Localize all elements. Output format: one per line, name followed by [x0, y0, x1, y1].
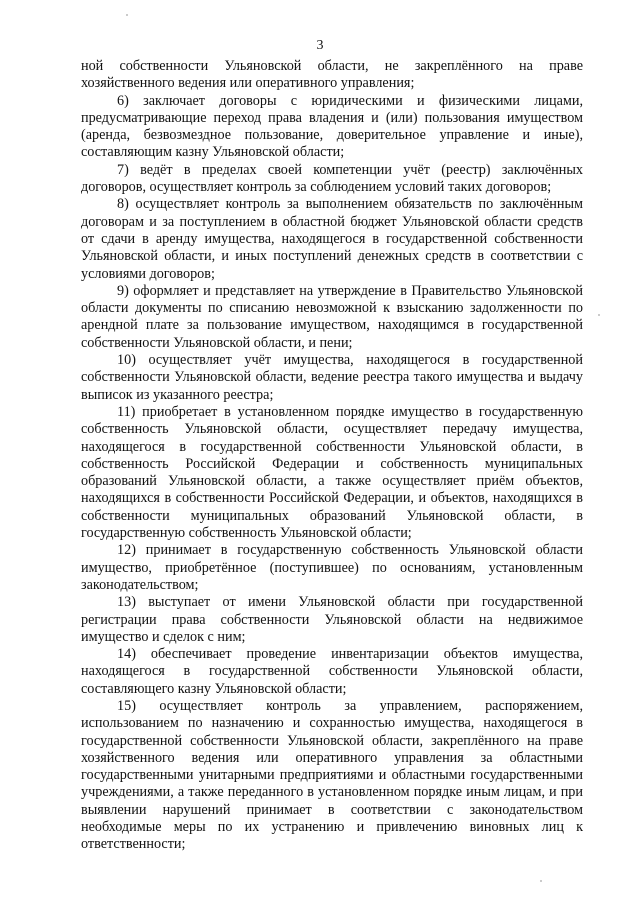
scan-speck: [598, 314, 600, 316]
paragraph-item-15: 15) осуществляет контроль за управлением, распоряжением, использованием по назначению и сохранностью имущества, находящегося в государственной собственности Ульяновской области, закреплённого на праве хозяйственного ведения или оперативного управления за областными государственными унитарными предприятиями и областными государственными учреждениями, а также переданного в установленном порядке иным лицам, и при выявлении нарушений принимает в соответствии с законодательством необходимые меры по их устранению и привлечению виновных лиц к ответственности;: [81, 697, 583, 853]
paragraph-item-6: 6) заключает договоры с юридическими и физическими лицами, предусматривающие переход права владения и (или) пользования имуществом (аренда, безвозмездное пользование, доверительное управление и иные), составляющим казну Ульяновской области;: [81, 92, 583, 161]
paragraph-item-10: 10) осуществляет учёт имущества, находящегося в государственной собственности Ульяновской области, ведение реестра такого имущества и выдачу выписок из указанного реестра;: [81, 352, 583, 403]
paragraph-item-9: 9) оформляет и представляет на утверждение в Правительство Ульяновской области документы по списанию невозможной к взысканию задолженности по арендной плате за пользование имуществом, находящимся в государственной собственности Ульяновской области, и пени;: [81, 282, 583, 351]
paragraph-item-12: 12) принимает в государственную собственность Ульяновской области имущество, приобретённое (поступившее) по основаниям, установленным законодательством;: [81, 542, 583, 593]
paragraph-item-13: 13) выступает от имени Ульяновской области при государственной регистрации права собственности Ульяновской области на недвижимое имущество и сделок с ним;: [81, 594, 583, 645]
document-body: [81, 58, 583, 854]
page-number: 3: [316, 38, 324, 53]
paragraph-continuation: ной собственности Ульяновской области, не закреплённого на праве хозяйственного ведения или оперативного управления;: [81, 58, 583, 92]
paragraph-item-7: 7) ведёт в пределах своей компетенции учёт (реестр) заключённых договоров, осуществляет контроль за соблюдением условий таких договоров;: [81, 161, 583, 196]
paragraph-item-8: 8) осуществляет контроль за выполнением обязательств по заключённым договорам и за поступлением в областной бюджет Ульяновской области средств от сдачи в аренду имущества, находящегося в государственной собственности Ульяновской области, и иных поступлений денежных средств в соответствии с условиями договоров;: [81, 196, 583, 282]
scan-speck: [126, 14, 128, 16]
paragraph-item-11: 11) приобретает в установленном порядке имущество в государственную собственность Ульяновской области, осуществляет передачу имущества, находящегося в государственной собственности Ульяновской области, в собственность Российской Федерации и собственность муниципальных образований Ульяновской области, а также осуществляет приём объектов, находящихся в собственности Российской Федерации, и объектов, находящихся в собственности муниципальных образований Ульяновской области, в государственную собственность Ульяновской области;: [81, 403, 583, 542]
scan-speck: [540, 880, 542, 882]
paragraph-item-14: 14) обеспечивает проведение инвентаризации объектов имущества, находящегося в государственной собственности Ульяновской области, составляющего казну Ульяновской области;: [81, 646, 583, 697]
